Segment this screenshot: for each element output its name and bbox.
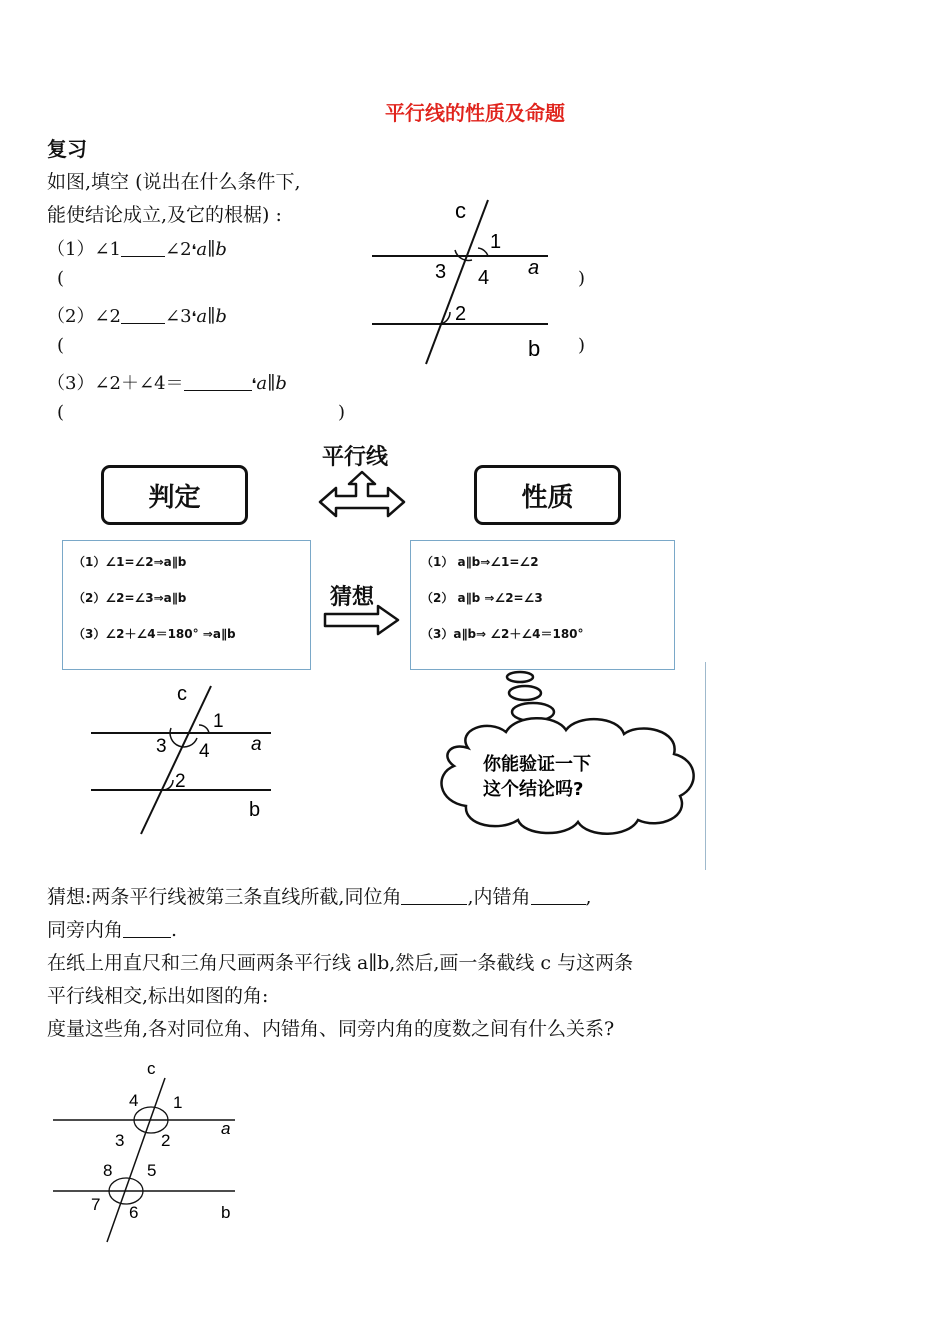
- answer-blank[interactable]: [121, 238, 165, 257]
- line-label-b: b: [249, 799, 261, 821]
- therefore-icon: ❛: [251, 375, 257, 393]
- line-label-a: a: [251, 734, 262, 755]
- angle-label-2: 2: [175, 771, 186, 792]
- question-conclusion: a∥b: [256, 373, 287, 394]
- review-heading: 复习: [47, 137, 87, 161]
- question-left: ∠2＋∠4＝: [94, 373, 184, 394]
- criteria-box-title: 判定: [101, 465, 248, 525]
- line-label-a: a: [221, 1119, 231, 1138]
- frame-edge: [705, 662, 706, 870]
- question-3: [47, 369, 287, 395]
- review-intro-line1: 如图,填空 (说出在什么条件下,: [47, 171, 301, 193]
- therefore-icon: ❛: [191, 241, 197, 259]
- criteria-item: （2）∠2=∠3⇒a∥b: [73, 591, 187, 605]
- conjecture-arrow-label: 猜想: [330, 585, 375, 610]
- thought-cloud: [428, 670, 708, 840]
- angle-label-2: 2: [455, 303, 467, 325]
- cloud-text-line2: 这个结论吗?: [483, 779, 584, 800]
- question-number: （1）: [47, 239, 95, 260]
- line-label-b: b: [221, 1203, 231, 1222]
- question-conclusion: a∥b: [196, 306, 227, 327]
- reason-close-3: ): [338, 402, 346, 423]
- measure-question: 度量这些角,各对同位角、内错角、同旁内角的度数之间有什么关系?: [47, 1018, 615, 1040]
- angle-label-1: 1: [213, 711, 224, 732]
- angle-label-2: 2: [161, 1131, 171, 1150]
- conjecture-text: ,内错角: [467, 886, 531, 908]
- instruction-line1: 在纸上用直尺和三角尺画两条平行线 a∥b,然后,画一条截线 c 与这两条: [47, 952, 634, 974]
- reason-close-2: ): [578, 335, 586, 356]
- reason-open-1: (: [57, 268, 65, 289]
- question-left: ∠1: [94, 239, 121, 260]
- question-number: （3）: [47, 373, 95, 394]
- conjecture-text: .: [171, 919, 178, 941]
- answer-blank[interactable]: [121, 305, 165, 324]
- label-c: c: [177, 683, 187, 705]
- answer-blank[interactable]: [123, 919, 171, 938]
- angle-label-3: 3: [115, 1131, 125, 1150]
- reason-close-1: ): [578, 268, 586, 289]
- line-label-b: b: [528, 336, 541, 361]
- properties-box-title: 性质: [474, 465, 621, 525]
- question-2: [47, 302, 227, 328]
- right-arrow-icon: [322, 603, 402, 637]
- question-right: ∠2: [165, 239, 192, 260]
- property-item: （3）a∥b⇒ ∠2＋∠4＝180°: [421, 627, 584, 641]
- review-intro-line2: 能使结论成立,及它的根椐) :: [47, 204, 282, 226]
- property-item: （1） a∥b⇒∠1=∠2: [421, 555, 539, 569]
- question-right: ∠3: [165, 306, 192, 327]
- question-left: ∠2: [94, 306, 121, 327]
- page-title: 平行线的性质及命题: [385, 101, 565, 125]
- conjecture-text: 猜想:两条平行线被第三条直线所截,同位角: [47, 886, 402, 908]
- reason-open-3: (: [57, 402, 65, 423]
- criteria-item: （1）∠1=∠2⇒a∥b: [73, 555, 187, 569]
- property-item: （2） a∥b ⇒∠2=∠3: [421, 591, 543, 605]
- angle-label-3: 3: [435, 261, 447, 283]
- criteria-list: [62, 540, 311, 670]
- criteria-item: （3）∠2＋∠4＝180° ⇒a∥b: [73, 627, 236, 641]
- angle-label-4: 4: [199, 741, 210, 762]
- parallel-lines-diagram-2: [85, 680, 285, 840]
- question-number: （2）: [47, 306, 95, 327]
- angle-label-6: 6: [129, 1203, 139, 1222]
- conjecture-line2: [47, 915, 177, 942]
- conjecture-line1: [47, 882, 592, 909]
- answer-blank[interactable]: [401, 886, 467, 905]
- answer-blank[interactable]: [531, 886, 586, 905]
- parallel-lines-diagram-3: [45, 1050, 245, 1250]
- angle-label-1: 1: [490, 231, 502, 253]
- double-arrow-icon: [316, 470, 408, 520]
- cloud-text-line1: 你能验证一下: [483, 754, 591, 775]
- angle-label-5: 5: [147, 1161, 157, 1180]
- label-c: c: [147, 1059, 156, 1078]
- angle-label-3: 3: [156, 736, 167, 757]
- answer-blank[interactable]: [184, 372, 252, 391]
- conjecture-text: 同旁内角: [47, 919, 124, 941]
- parallel-lines-diagram-1: [360, 190, 590, 370]
- label-c: c: [455, 198, 466, 223]
- reason-open-2: (: [57, 335, 65, 356]
- angle-label-4: 4: [478, 267, 490, 289]
- line-label-a: a: [528, 257, 540, 279]
- angle-label-7: 7: [91, 1195, 101, 1214]
- angle-label-4: 4: [129, 1091, 139, 1110]
- conjecture-text: ,: [585, 886, 592, 908]
- question-1: [47, 235, 227, 261]
- angle-label-8: 8: [103, 1161, 113, 1180]
- angle-label-1: 1: [173, 1093, 183, 1112]
- instruction-line2: 平行线相交,标出如图的角:: [47, 985, 269, 1007]
- concept-top-label: 平行线: [322, 445, 389, 470]
- properties-list: [410, 540, 675, 670]
- question-conclusion: a∥b: [196, 239, 227, 260]
- therefore-icon: ❛: [191, 308, 197, 326]
